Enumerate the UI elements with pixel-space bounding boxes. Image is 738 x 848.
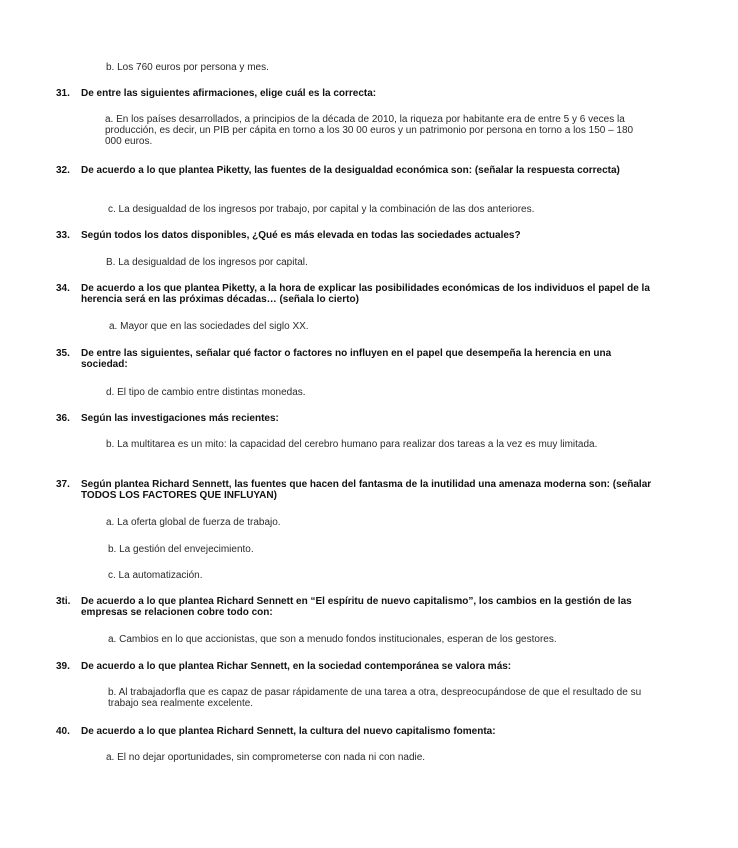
question-number: 34.: [56, 283, 70, 294]
question-text: De entre las siguientes, señalar qué factor o factores no influyen en el papel que desempeña la herencia en una sociedad:: [81, 348, 612, 370]
question-36: [56, 413, 656, 424]
question-number: 31.: [56, 88, 70, 99]
answer-40-a: a. El no dejar oportunidades, sin comprometerse con nada ni con nadie.: [106, 752, 426, 763]
question-32: [56, 165, 656, 176]
answer-37-b: b. La gestión del envejecimiento.: [108, 544, 254, 555]
question-number: 36.: [56, 413, 70, 424]
answer-35-d: d. El tipo de cambio entre distintas monedas.: [106, 387, 306, 398]
answer-prev-b: b. Los 760 euros por persona y mes.: [106, 62, 269, 73]
question-34: [56, 283, 656, 305]
answer-31-a: a. En los países desarrollados, a principios de la década de 2010, la riqueza por habitante era de entre 5 y 6 veces la producción, es decir, un PIB per cápita en torno a los 30 00 euros y un patrimonio por persona en torno a los 150 – 180 000 euros.: [105, 114, 634, 147]
answer-33-b: B. La desigualdad de los ingresos por capital.: [106, 257, 308, 268]
question-number: 33.: [56, 230, 70, 241]
answer-38-a: a. Cambios en lo que accionistas, que son a menudo fondos institucionales, esperan de los gestores.: [108, 634, 557, 645]
question-text: De entre las siguientes afirmaciones, elige cuál es la correcta:: [81, 88, 377, 99]
question-text: Según todos los datos disponibles, ¿Qué es más elevada en todas las sociedades actuales?: [81, 230, 521, 241]
question-text: De acuerdo a lo que plantea Richar Sennett, en la sociedad contemporánea se valora más:: [81, 661, 512, 672]
question-37: [56, 479, 656, 501]
question-number: 37.: [56, 479, 70, 490]
question-39: [56, 661, 656, 672]
question-number: 32.: [56, 165, 70, 176]
answer-34-a: a. Mayor que en las sociedades del siglo XX.: [109, 321, 309, 332]
question-35: [56, 348, 656, 370]
question-text: De acuerdo a lo que plantea Richard Sennett, la cultura del nuevo capitalismo fomenta:: [81, 726, 496, 737]
question-40: [56, 726, 656, 737]
question-38: [56, 596, 656, 618]
answer-36-b: b. La multitarea es un mito: la capacidad del cerebro humano para realizar dos tareas a la vez es muy limitada.: [106, 439, 598, 450]
question-number: 39.: [56, 661, 70, 672]
question-33: [56, 230, 656, 241]
question-text: De acuerdo a lo que plantea Piketty, las fuentes de la desigualdad económica son: (señalar la respuesta correcta): [81, 165, 620, 176]
question-text: De acuerdo a lo que plantea Richard Sennett en “El espíritu de nuevo capitalismo”, los cambios en la gestión de las empresas se relacionen cobre todo con:: [81, 596, 632, 618]
answer-39-b: b. Al trabajadorfla que es capaz de pasar rápidamente de una tarea a otra, despreocupándose de que el resultado de su trabajo sea realmente excelente.: [108, 687, 642, 709]
question-text: De acuerdo a los que plantea Piketty, a la hora de explicar las posibilidades económicas de los individuos el papel de la herencia será en las próximas décadas… (señala lo cierto): [81, 283, 650, 305]
question-number: 40.: [56, 726, 70, 737]
question-number: 35.: [56, 348, 70, 359]
answer-32-c: c. La desigualdad de los ingresos por trabajo, por capital y la combinación de las dos anteriores.: [108, 204, 535, 215]
question-text: Según plantea Richard Sennett, las fuentes que hacen del fantasma de la inutilidad una amenaza moderna son: (señalar TODOS LOS FACTORES QUE INFLUYAN): [81, 479, 652, 501]
answer-37-a: a. La oferta global de fuerza de trabajo.: [106, 517, 281, 528]
answer-37-c: c. La automatización.: [108, 570, 203, 581]
question-text: Según las investigaciones más recientes:: [81, 413, 279, 424]
question-number: 3ti.: [56, 596, 71, 607]
question-31: [56, 88, 656, 99]
